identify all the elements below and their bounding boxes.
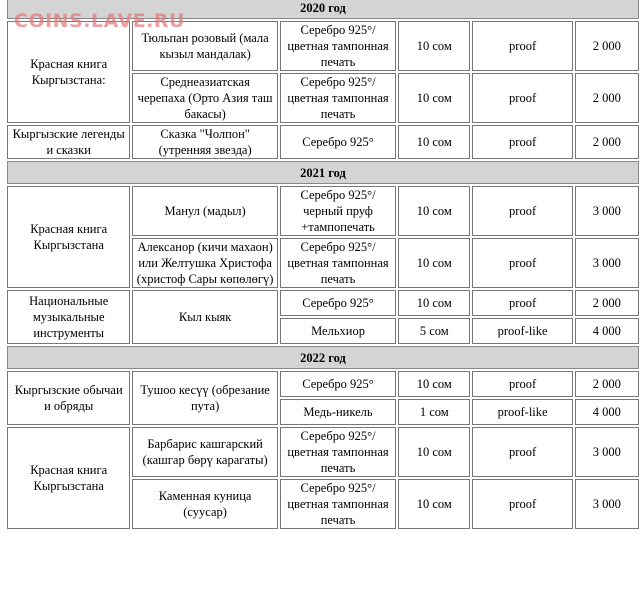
- metal-cell: Серебро 925°/ цветная тампонная печать: [280, 479, 396, 529]
- quality-cell: proof: [472, 125, 572, 159]
- coin-release-table: [5, 0, 641, 531]
- mintage-cell: 3 000: [575, 186, 639, 236]
- site-watermark: COINS.LAVE.RU: [14, 10, 185, 32]
- mintage-cell: 2 000: [575, 73, 639, 123]
- coin-name-cell: Барбарис кашгарский (кашгар бөрү карагаты): [132, 427, 277, 477]
- quality-cell: proof: [472, 427, 572, 477]
- table-row: [7, 371, 639, 397]
- series-cell: Красная книга Кыргызстана:: [7, 21, 130, 123]
- denomination-cell: 10 сом: [398, 371, 470, 397]
- metal-cell: Серебро 925°: [280, 290, 396, 316]
- table-row: [7, 186, 639, 236]
- denomination-cell: 10 сом: [398, 73, 470, 123]
- denomination-cell: 10 сом: [398, 238, 470, 288]
- quality-cell: proof: [472, 479, 572, 529]
- metal-cell: Серебро 925°/ черный пруф +тампопечать: [280, 186, 396, 236]
- series-cell: Красная книга Кыргызстана: [7, 427, 130, 529]
- quality-cell: proof-like: [472, 399, 572, 425]
- year-header: 2021 год: [7, 161, 639, 184]
- coin-name-cell: Кыл кыяк: [132, 290, 277, 344]
- mintage-cell: 4 000: [575, 399, 639, 425]
- coin-name-cell: Тюльпан розовый (мала кызыл мандалак): [132, 21, 277, 71]
- series-cell: Кыргызские легенды и сказки: [7, 125, 130, 159]
- denomination-cell: 10 сом: [398, 21, 470, 71]
- metal-cell: Серебро 925°/ цветная тампонная печать: [280, 21, 396, 71]
- coin-name-cell: Среднеазиатская черепаха (Орто Азия таш бакасы): [132, 73, 277, 123]
- quality-cell: proof: [472, 290, 572, 316]
- metal-cell: Серебро 925°/ цветная тампонная печать: [280, 238, 396, 288]
- metal-cell: Серебро 925°: [280, 125, 396, 159]
- quality-cell: proof: [472, 21, 572, 71]
- metal-cell: Медь-никель: [280, 399, 396, 425]
- coin-name-cell: Манул (мадыл): [132, 186, 277, 236]
- table-row: [7, 427, 639, 477]
- mintage-cell: 3 000: [575, 238, 639, 288]
- denomination-cell: 1 сом: [398, 399, 470, 425]
- denomination-cell: 10 сом: [398, 290, 470, 316]
- quality-cell: proof-like: [472, 318, 572, 344]
- coin-name-cell: Алексанор (кичи махаон) или Желтушка Христофа (христоф Сары көпөлөгү): [132, 238, 277, 288]
- table-row: [7, 290, 639, 316]
- year-header: 2020 год: [7, 0, 639, 19]
- quality-cell: proof: [472, 371, 572, 397]
- series-cell: Кыргызские обычаи и обряды: [7, 371, 130, 425]
- metal-cell: Серебро 925°/ цветная тампонная печать: [280, 427, 396, 477]
- mintage-cell: 3 000: [575, 427, 639, 477]
- metal-cell: Серебро 925°/ цветная тампонная печать: [280, 73, 396, 123]
- mintage-cell: 2 000: [575, 125, 639, 159]
- denomination-cell: 5 сом: [398, 318, 470, 344]
- quality-cell: proof: [472, 186, 572, 236]
- year-header: 2022 год: [7, 346, 639, 369]
- denomination-cell: 10 сом: [398, 125, 470, 159]
- coin-name-cell: Тушоо кесүү (обрезание пута): [132, 371, 277, 425]
- mintage-cell: 4 000: [575, 318, 639, 344]
- series-cell: Красная книга Кыргызстана: [7, 186, 130, 288]
- mintage-cell: 2 000: [575, 290, 639, 316]
- year-header-row: [7, 161, 639, 184]
- series-cell: Национальные музыкальные инструменты: [7, 290, 130, 344]
- denomination-cell: 10 сом: [398, 479, 470, 529]
- mintage-cell: 2 000: [575, 371, 639, 397]
- table-row: [7, 125, 639, 159]
- year-header-row: [7, 346, 639, 369]
- coin-name-cell: Каменная куница (суусар): [132, 479, 277, 529]
- metal-cell: Серебро 925°: [280, 371, 396, 397]
- quality-cell: proof: [472, 73, 572, 123]
- denomination-cell: 10 сом: [398, 186, 470, 236]
- denomination-cell: 10 сом: [398, 427, 470, 477]
- mintage-cell: 2 000: [575, 21, 639, 71]
- quality-cell: proof: [472, 238, 572, 288]
- metal-cell: Мельхиор: [280, 318, 396, 344]
- mintage-cell: 3 000: [575, 479, 639, 529]
- coin-name-cell: Сказка "Чолпон" (утренняя звезда): [132, 125, 277, 159]
